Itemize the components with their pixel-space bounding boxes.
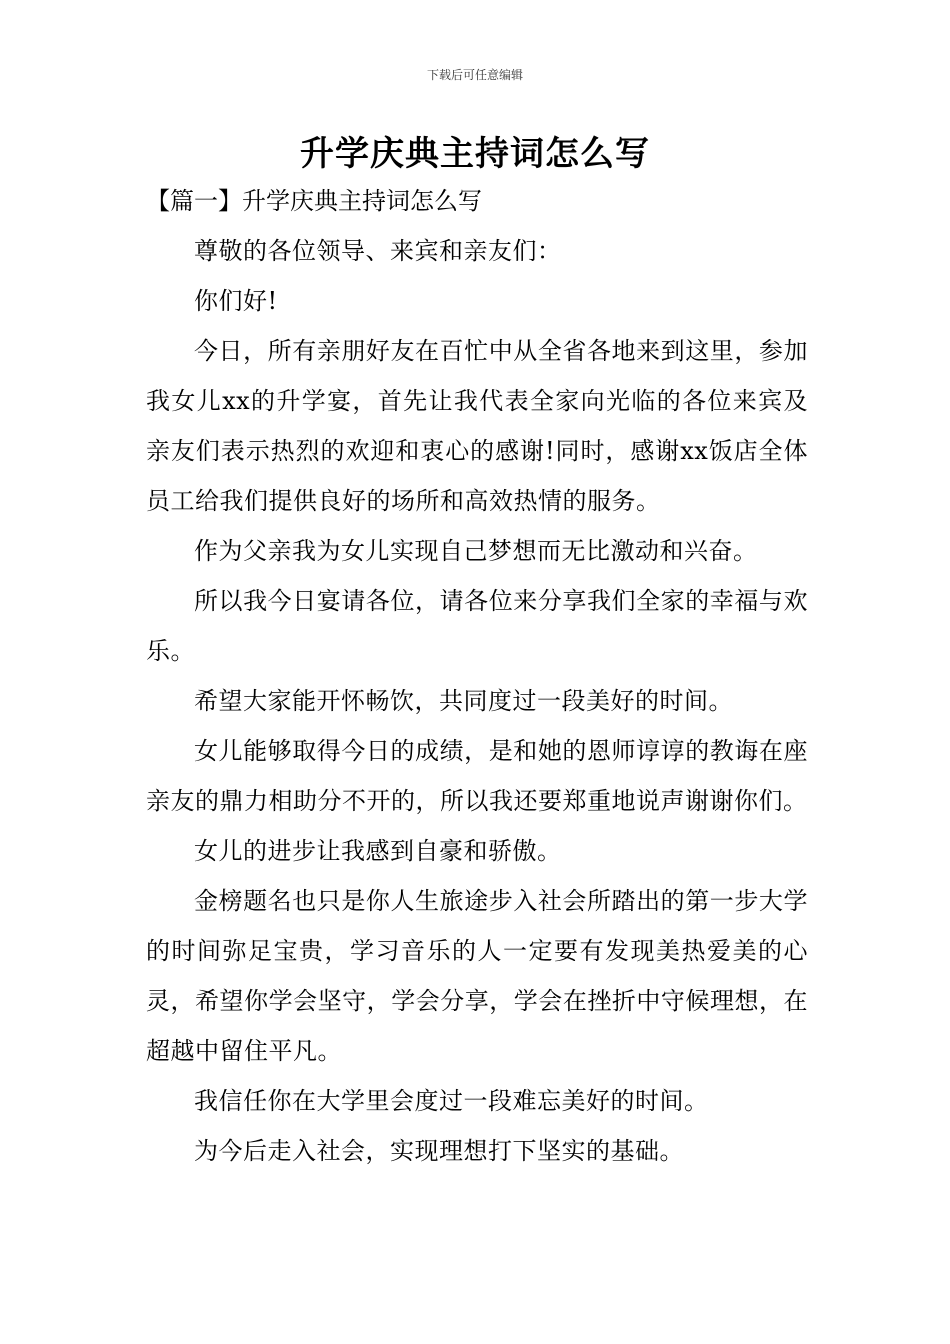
paragraph-hello: 你们好! [194,287,278,315]
paragraph-trust: 我信任你在大学里会度过一段难忘美好的时间。 [194,1087,709,1115]
document-title: 升学庆典主持词怎么写 [300,134,650,174]
section-heading: 【篇一】升学庆典主持词怎么写 [146,187,482,215]
paragraph-hope: 希望大家能开怀畅饮，共同度过一段美好的时间。 [194,687,733,715]
paragraph-foundation: 为今后走入社会，实现理想打下坚实的基础。 [194,1137,684,1165]
paragraph-thanks: 女儿能够取得今日的成绩，是和她的恩师谆谆的教诲在座亲友的鼎力相助分不开的，所以我还要郑重地说声谢谢你们。 [146,737,808,815]
document-body [146,176,808,1176]
paragraph-father: 作为父亲我为女儿实现自己梦想而无比激动和兴奋。 [194,537,758,565]
page-header-note: 下载后可任意编辑 [426,68,523,82]
paragraph-first-step: 金榜题名也只是你人生旅途步入社会所踏出的第一步大学的时间弥足宝贵，学习音乐的人一定要有发现美热爱美的心灵，希望你学会坚守，学会分享，学会在挫折中守候理想，在超越中留住平凡。 [146,887,808,1065]
paragraph-welcome: 今日，所有亲朋好友在百忙中从全省各地来到这里，参加我女儿xx的升学宴，首先让我代表全家向光临的各位来宾及亲友们表示热烈的欢迎和衷心的感谢!同时，感谢xx饭店全体员工给我们提供良好的场所和高效热情的服务。 [146,337,808,515]
paragraph-proud: 女儿的进步让我感到自豪和骄傲。 [194,837,562,865]
paragraph-greeting: 尊敬的各位领导、来宾和亲友们： [194,237,562,265]
paragraph-invite: 所以我今日宴请各位，请各位来分享我们全家的幸福与欢乐。 [146,587,808,665]
